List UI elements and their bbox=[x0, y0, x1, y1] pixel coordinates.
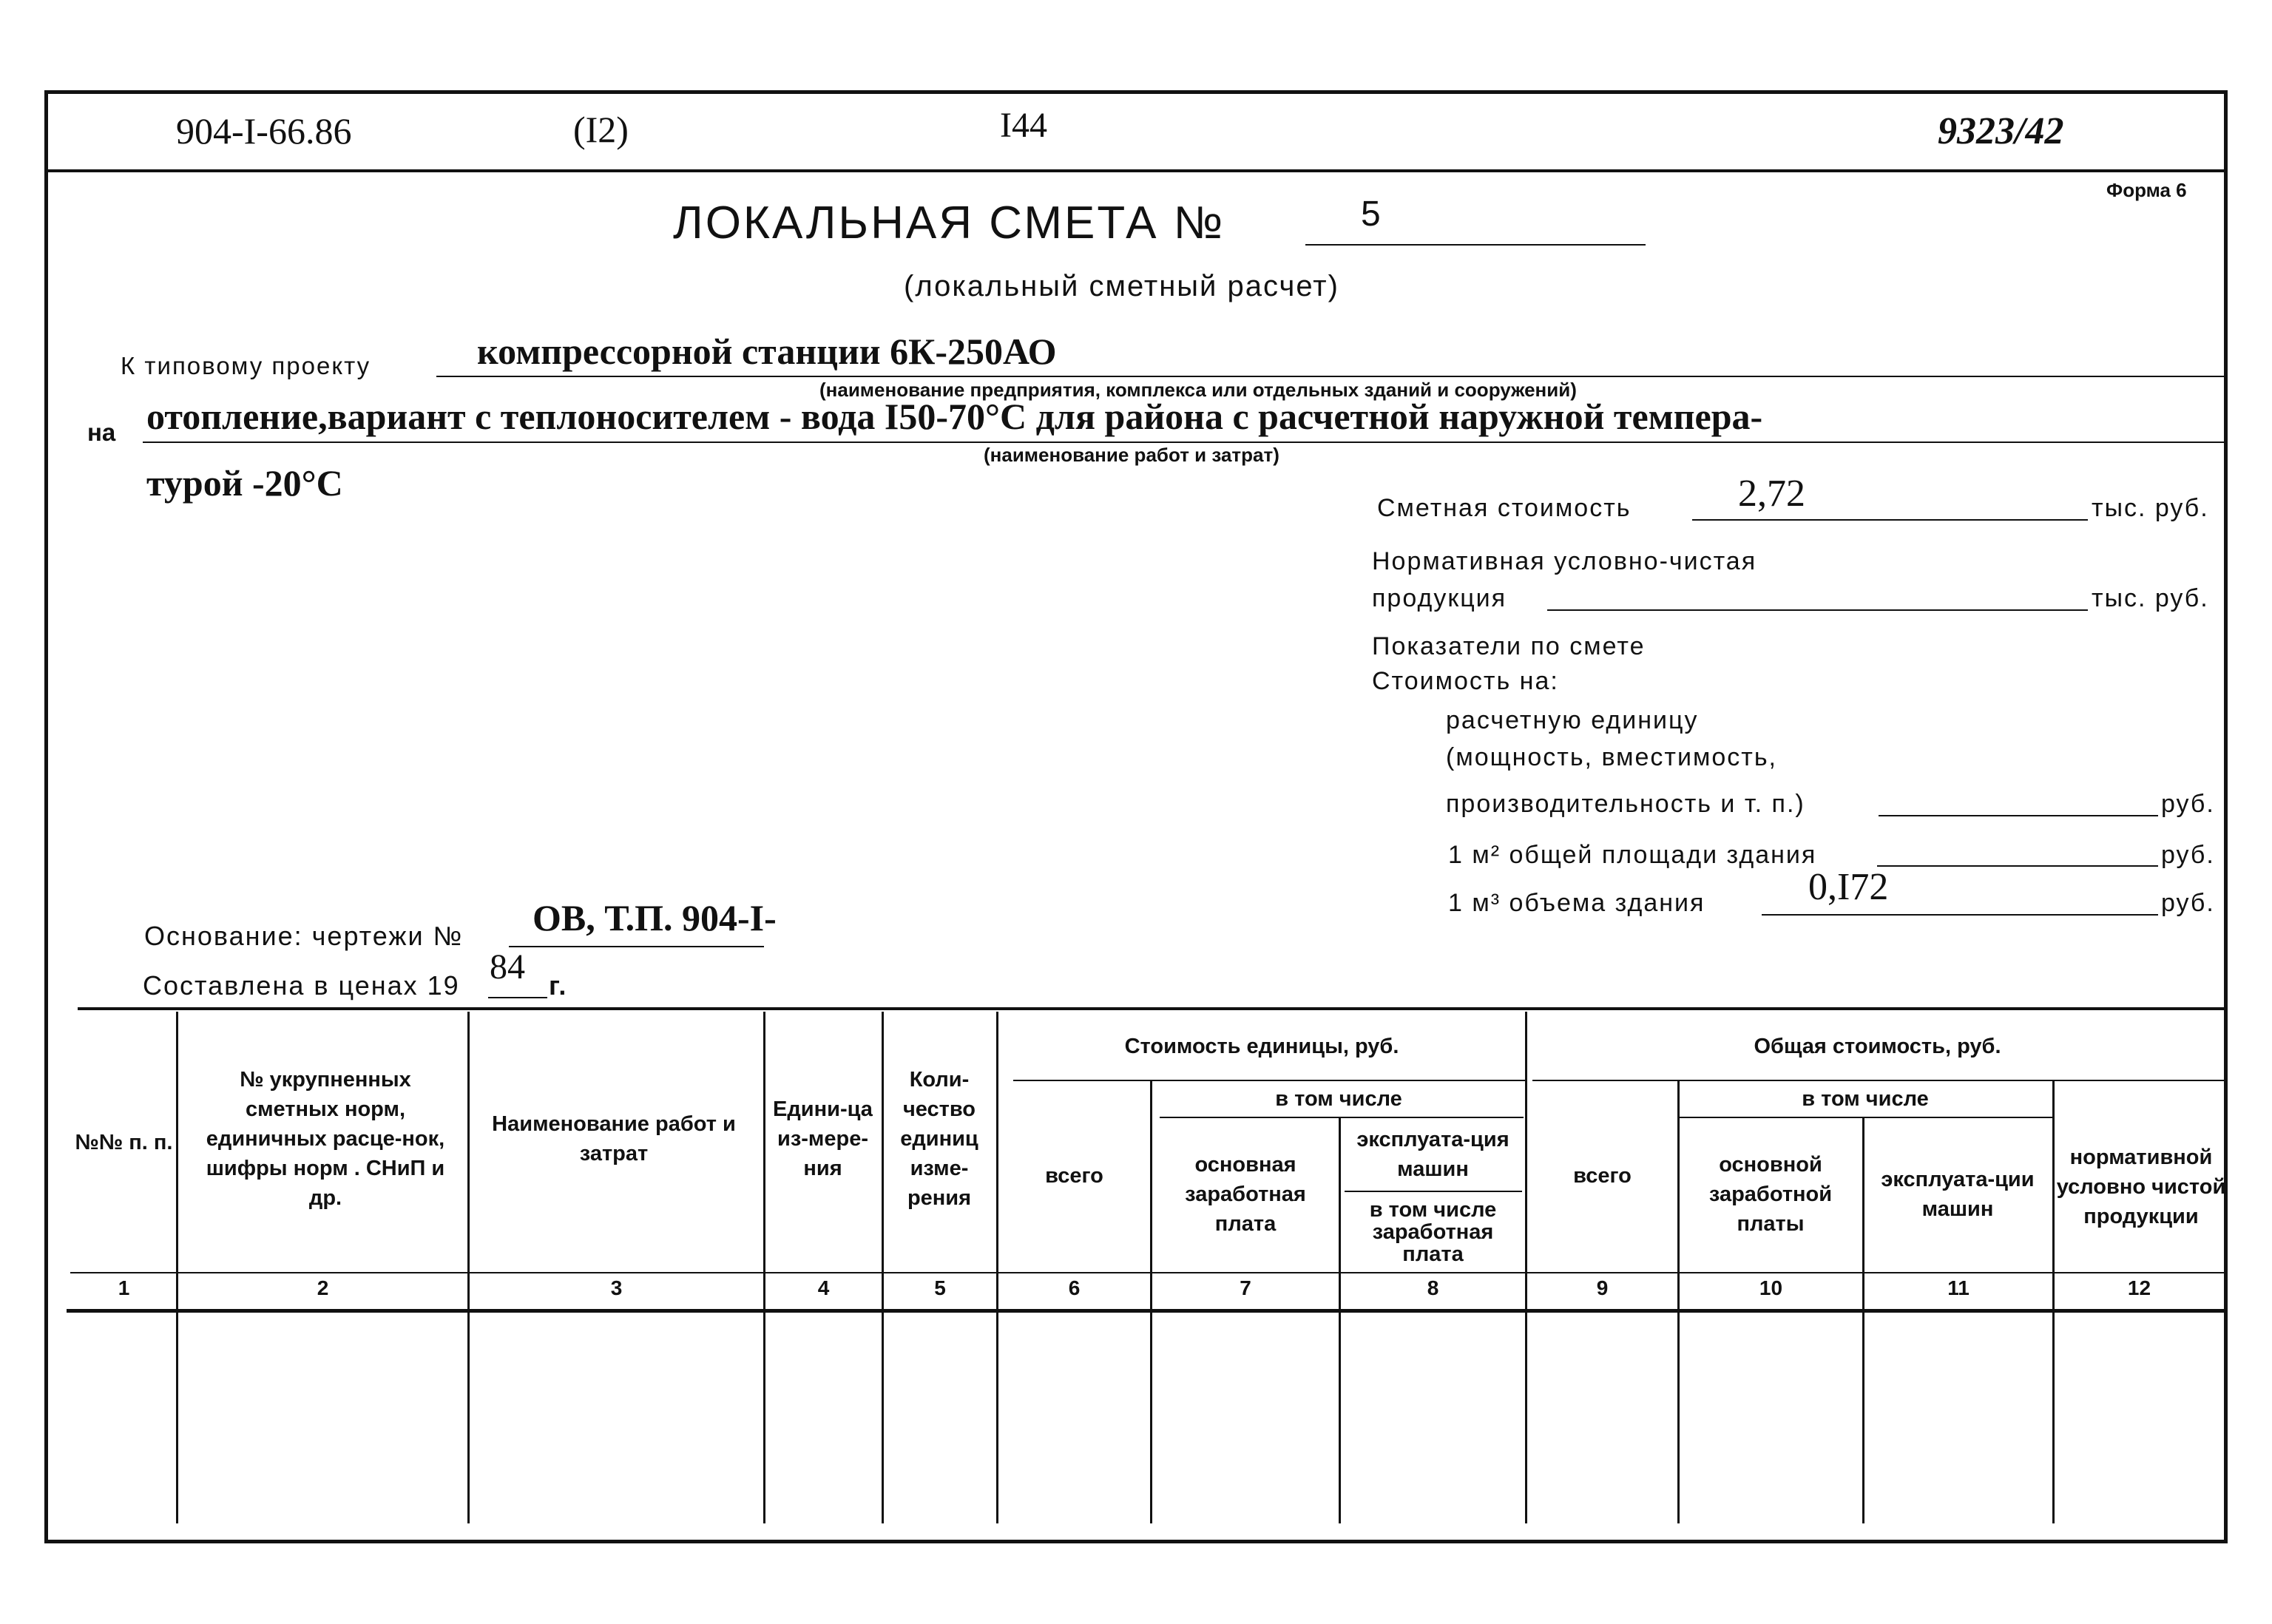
estimate-number-underline bbox=[1305, 244, 1646, 246]
table-top-rule bbox=[78, 1007, 2228, 1010]
per-m3-underline bbox=[1762, 914, 2158, 916]
page-number: I44 bbox=[1000, 106, 1047, 145]
table-header-bottom-rule bbox=[67, 1309, 2228, 1313]
project-code: 904-I-66.86 bbox=[176, 110, 352, 152]
col-line-4 bbox=[882, 1012, 884, 1523]
basis-underline bbox=[509, 946, 764, 947]
per-m2-rub: руб. bbox=[2161, 841, 2215, 869]
th-total-cost-group: Общая стоимость, руб. bbox=[1754, 1035, 2001, 1058]
table-subheader-rule-right bbox=[1532, 1080, 2228, 1081]
th-total-machine-ops: эксплуата-ции машин bbox=[1881, 1168, 2035, 1221]
sheet-ref: (I2) bbox=[573, 109, 629, 150]
calc-unit-underline bbox=[1879, 815, 2158, 816]
works-caption: (наименование работ и затрат) bbox=[984, 444, 1279, 466]
th-unit-including: в том числе bbox=[1275, 1087, 1402, 1111]
frame-right bbox=[2224, 90, 2228, 1543]
indicators-label: Показатели по смете bbox=[1372, 632, 1646, 660]
inventory-number: 9323/42 bbox=[1938, 110, 2064, 152]
per-m2-label: 1 м² общей площади здания bbox=[1448, 841, 1817, 869]
basis-value: ОВ, Т.П. 904-I- bbox=[532, 897, 777, 938]
th-total-base-wage: основной заработной платы bbox=[1708, 1153, 1833, 1236]
cost-on-label: Стоимость на: bbox=[1372, 667, 1559, 695]
prices-label: Составлена в ценах 19 bbox=[143, 970, 460, 1001]
page-subtitle: (локальный сметный расчет) bbox=[904, 270, 1339, 302]
th-total-normative: нормативной условно чистой продукции bbox=[2056, 1146, 2226, 1228]
th-norm-codes: № укрупненных сметных норм, единичных расце-нок, шифры норм . СНиП и др. bbox=[206, 1068, 445, 1210]
table-subheader-rule-left bbox=[1013, 1080, 1526, 1081]
col-line-1 bbox=[176, 1012, 178, 1523]
project-value: компрессорной станции 6К-250АО bbox=[477, 331, 1057, 372]
project-caption: (наименование предприятия, комплекса или отдельных зданий и сооружений) bbox=[819, 379, 1577, 401]
col-line-2 bbox=[467, 1012, 470, 1523]
frame-left bbox=[44, 90, 48, 1543]
table-including-rule-right bbox=[1679, 1117, 2052, 1118]
th-unit-base-wage: основная заработная плата bbox=[1185, 1153, 1306, 1236]
table-including-rule-left bbox=[1160, 1117, 1524, 1118]
th-unit-cost-group: Стоимость единицы, руб. bbox=[1124, 1035, 1399, 1058]
frame-header-divider bbox=[44, 169, 2228, 172]
th-unit: Едини-ца из-мере-ния bbox=[773, 1097, 873, 1180]
col-number-5: 5 bbox=[934, 1276, 946, 1299]
estimate-number: 5 bbox=[1361, 194, 1381, 234]
prices-year-underline bbox=[488, 997, 547, 998]
normative-unit: тыс. руб. bbox=[2092, 584, 2209, 612]
basis-label: Основание: чертежи № bbox=[144, 921, 464, 951]
prices-year: 84 bbox=[490, 947, 525, 987]
th-unit-machine-ops: эксплуата-ция машин bbox=[1356, 1128, 1509, 1181]
calc-unit-line3: производительность и т. п.) bbox=[1446, 790, 1805, 818]
col-number-8: 8 bbox=[1427, 1276, 1439, 1299]
per-m3-label: 1 м³ объема здания bbox=[1448, 889, 1705, 917]
frame-top bbox=[44, 90, 2228, 94]
calc-unit-line2: (мощность, вместимость, bbox=[1446, 743, 1777, 771]
th-quantity: Коли-чество единиц изме-рения bbox=[900, 1068, 978, 1210]
estimated-cost-underline bbox=[1692, 519, 2088, 521]
works-value-line1: отопление,вариант с теплоносителем - вода I50-70°С для района с расчетной наружной темпера- bbox=[146, 396, 1763, 437]
col-line-3 bbox=[763, 1012, 765, 1523]
col-number-11: 11 bbox=[1947, 1276, 1970, 1299]
estimated-cost-label: Сметная стоимость bbox=[1377, 494, 1632, 522]
col-number-6: 6 bbox=[1068, 1276, 1081, 1299]
col-number-7: 7 bbox=[1240, 1276, 1251, 1299]
th-row-number: №№ п. п. bbox=[75, 1131, 173, 1154]
th-unit-machine-wage: в том числе заработная плата bbox=[1369, 1198, 1497, 1266]
th-work-name: Наименование работ и затрат bbox=[492, 1112, 736, 1165]
project-label: К типовому проекту bbox=[121, 352, 371, 379]
normative-underline bbox=[1547, 609, 2088, 611]
per-m2-underline bbox=[1877, 865, 2158, 867]
project-underline bbox=[436, 376, 2228, 377]
form-label: Форма 6 bbox=[2106, 179, 2187, 201]
th-total-including: в том числе bbox=[1802, 1087, 1929, 1111]
works-underline bbox=[143, 441, 2228, 443]
table-col8-split-rule bbox=[1345, 1191, 1522, 1192]
col-number-12: 12 bbox=[2127, 1276, 2151, 1299]
col-number-9: 9 bbox=[1596, 1276, 1609, 1299]
col-line-5 bbox=[996, 1012, 998, 1523]
prices-suffix: г. bbox=[549, 970, 568, 1001]
per-m3-value: 0,I72 bbox=[1808, 866, 1889, 908]
col-line-6 bbox=[1150, 1081, 1152, 1523]
calc-unit-rub: руб. bbox=[2161, 790, 2215, 818]
table-number-row-rule bbox=[70, 1272, 2228, 1273]
col-number-2: 2 bbox=[317, 1276, 329, 1299]
per-m3-rub: руб. bbox=[2161, 889, 2215, 917]
col-line-7 bbox=[1339, 1118, 1341, 1523]
works-label: на bbox=[87, 419, 116, 446]
col-number-10: 10 bbox=[1759, 1276, 1783, 1299]
calc-unit-line1: расчетную единицу bbox=[1446, 706, 1699, 734]
col-line-10 bbox=[1862, 1118, 1864, 1523]
th-unit-total: всего bbox=[1045, 1164, 1103, 1188]
frame-bottom bbox=[44, 1540, 2228, 1543]
col-number-1: 1 bbox=[118, 1276, 130, 1299]
normative-label-2: продукция bbox=[1372, 584, 1507, 612]
col-number-3: 3 bbox=[610, 1276, 623, 1299]
normative-label-1: Нормативная условно-чистая bbox=[1372, 547, 1757, 575]
estimated-cost-unit: тыс. руб. bbox=[2092, 494, 2209, 522]
col-line-9 bbox=[1677, 1081, 1680, 1523]
col-line-8 bbox=[1525, 1012, 1527, 1523]
page-title: ЛОКАЛЬНАЯ СМЕТА № bbox=[673, 197, 1225, 248]
estimated-cost-value: 2,72 bbox=[1738, 473, 1805, 515]
col-number-4: 4 bbox=[817, 1276, 830, 1299]
works-value-line2: турой -20°С bbox=[146, 462, 343, 504]
th-total-total: всего bbox=[1573, 1164, 1632, 1188]
